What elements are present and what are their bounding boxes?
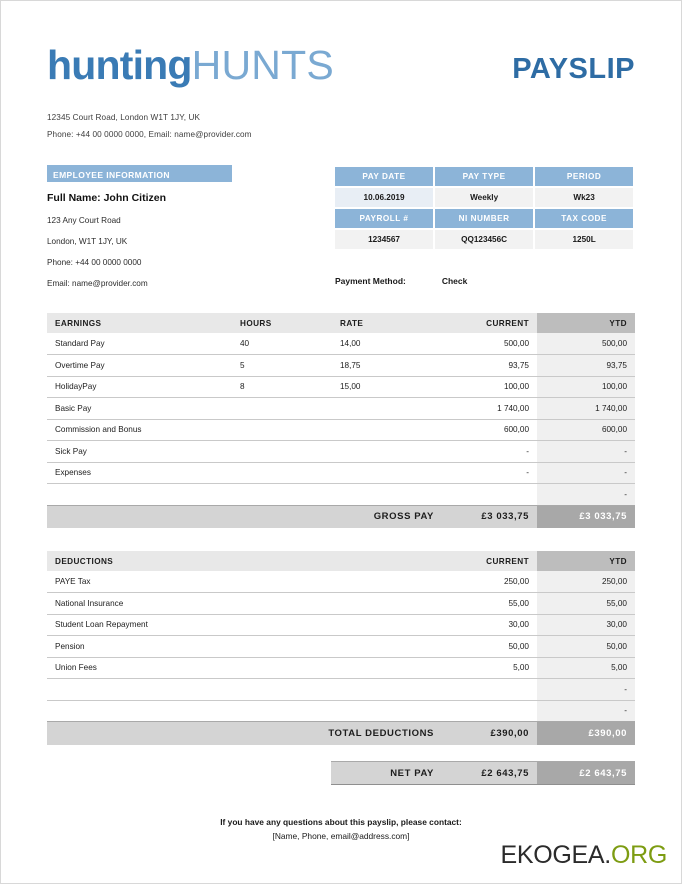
pay-summary-header-row-1 [335,167,633,186]
payroll-number-header: PAYROLL # [335,209,433,228]
gross-pay-row [47,505,635,528]
deduction-row-ytd: - [537,700,635,722]
earnings-col-rate: RATE [332,313,442,333]
earnings-row-ytd: - [537,462,635,484]
earnings-row-hours: 8 [232,376,332,398]
ni-number-value: QQ123456C [435,230,533,249]
deduction-row-ytd: 55,00 [537,593,635,615]
gross-pay-current: £3 033,75 [442,505,537,528]
deduction-row-name: Pension [47,636,442,658]
earnings-row-hours: 40 [232,333,332,355]
footer-contact-prompt: If you have any questions about this payslip, please contact: [220,817,462,827]
footer-contact-placeholder: [Name, Phone, email@address.com] [272,831,410,841]
table-row [47,441,635,463]
earnings-row-ytd: 93,75 [537,355,635,377]
ekogea-watermark [501,841,667,870]
deduction-row-current: 5,00 [442,657,537,679]
earnings-row-ytd: 1 740,00 [537,398,635,420]
company-contact: Phone: +44 00 0000 0000, Email: name@provider.com [47,130,252,139]
deduction-row-ytd: 50,00 [537,636,635,658]
earnings-row-rate: 15,00 [332,376,442,398]
earnings-row-hours [232,484,332,506]
deduction-row-current: 250,00 [442,571,537,593]
company-logo [47,42,334,88]
table-row [47,376,635,398]
company-address: 12345 Court Road, London W1T 1JY, UK [47,113,201,122]
pay-date-value: 10.06.2019 [335,188,433,207]
table-row [47,398,635,420]
table-row [47,593,635,615]
payment-method-value: Check [441,276,468,286]
earnings-row-current [442,484,537,506]
employee-address-line1: 123 Any Court Road [47,216,121,225]
earnings-row-hours [232,462,332,484]
employee-full-name: Full Name: John Citizen [47,192,167,204]
earnings-row-hours [232,398,332,420]
table-row-spacer [47,679,635,701]
earnings-row-name: Overtime Pay [47,355,232,377]
pay-summary-value-row-1 [335,188,633,207]
pay-type-header: PAY TYPE [435,167,533,186]
gross-pay-label: GROSS PAY [47,505,442,528]
document-header [47,41,635,141]
earnings-row-rate: 18,75 [332,355,442,377]
employee-address-line2: London, W1T 1JY, UK [47,237,128,246]
earnings-row-current: - [442,462,537,484]
earnings-row-current: 100,00 [442,376,537,398]
earnings-row-hours [232,419,332,441]
pay-summary-header-row-2 [335,209,633,228]
tax-code-value: 1250L [535,230,633,249]
table-row [47,657,635,679]
deduction-row-name: Student Loan Repayment [47,614,442,636]
tax-code-header: TAX CODE [535,209,633,228]
net-pay-values [331,762,635,785]
earnings-row-current: 500,00 [442,333,537,355]
total-deductions-row [47,722,635,745]
pay-summary-table [333,165,635,251]
table-row-spacer [47,700,635,722]
earnings-row-ytd: - [537,484,635,506]
total-deductions-label: TOTAL DEDUCTIONS [47,722,442,745]
deductions-col-ytd: YTD [537,551,635,571]
period-header: PERIOD [535,167,633,186]
earnings-row-rate [332,419,442,441]
table-row [47,333,635,355]
earnings-row-rate [332,484,442,506]
deduction-row-name [47,679,442,701]
payment-method-label: Payment Method: [335,276,406,286]
table-row [47,419,635,441]
earnings-row-name: Commission and Bonus [47,419,232,441]
employee-email: Email: name@provider.com [47,279,148,288]
deduction-row-name: National Insurance [47,593,442,615]
ni-number-header: NI NUMBER [435,209,533,228]
pay-type-value: Weekly [435,188,533,207]
earnings-row-ytd: 600,00 [537,419,635,441]
earnings-table [47,313,635,528]
earnings-row-current: - [442,441,537,463]
employee-information-block [47,165,232,288]
net-pay-ytd: £2 643,75 [537,762,635,785]
net-pay-current: £2 643,75 [442,762,537,785]
table-row [47,614,635,636]
employee-phone: Phone: +44 00 0000 0000 [47,258,142,267]
page-title: PAYSLIP [512,53,635,85]
document-footer [1,817,681,841]
payroll-number-value: 1234567 [335,230,433,249]
deduction-row-current [442,679,537,701]
net-pay-label: NET PAY [331,762,442,785]
table-row [47,636,635,658]
earnings-col-name: EARNINGS [47,313,232,333]
employee-information-header: EMPLOYEE INFORMATION [47,165,232,182]
earnings-row-name: Basic Pay [47,398,232,420]
earnings-col-hours: HOURS [232,313,332,333]
earnings-row-hours: 5 [232,355,332,377]
deductions-col-name: DEDUCTIONS [47,551,442,571]
pay-summary-value-row-2 [335,230,633,249]
deduction-row-name: Union Fees [47,657,442,679]
deduction-row-current: 30,00 [442,614,537,636]
earnings-row-current: 1 740,00 [442,398,537,420]
deduction-row-name: PAYE Tax [47,571,442,593]
deduction-row-name [47,700,442,722]
earnings-row-rate: 14,00 [332,333,442,355]
earnings-row-name: Sick Pay [47,441,232,463]
table-row [47,462,635,484]
table-row [47,571,635,593]
earnings-col-ytd: YTD [537,313,635,333]
deduction-row-current [442,700,537,722]
table-row-spacer [47,484,635,506]
payment-method [335,276,467,286]
deduction-row-ytd: 5,00 [537,657,635,679]
total-deductions-current: £390,00 [442,722,537,745]
earnings-row-ytd: 500,00 [537,333,635,355]
deduction-row-ytd: - [537,679,635,701]
earnings-row-rate [332,398,442,420]
net-pay-row [331,761,635,785]
earnings-row-hours [232,441,332,463]
deduction-row-ytd: 250,00 [537,571,635,593]
earnings-row-rate [332,462,442,484]
earnings-col-current: CURRENT [442,313,537,333]
deductions-header-row [47,551,635,571]
ekogea-watermark-name: EKOGEA. [500,841,611,869]
earnings-row-current: 600,00 [442,419,537,441]
deduction-row-current: 50,00 [442,636,537,658]
deduction-row-ytd: 30,00 [537,614,635,636]
earnings-row-name: HolidayPay [47,376,232,398]
earnings-row-name: Expenses [47,462,232,484]
deductions-table [47,551,635,745]
earnings-row-current: 93,75 [442,355,537,377]
earnings-row-ytd: 100,00 [537,376,635,398]
earnings-row-name: Standard Pay [47,333,232,355]
deductions-col-current: CURRENT [442,551,537,571]
earnings-header-row [47,313,635,333]
period-value: Wk23 [535,188,633,207]
gross-pay-ytd: £3 033,75 [537,505,635,528]
total-deductions-ytd: £390,00 [537,722,635,745]
earnings-row-name [47,484,232,506]
logo-text-primary: hunting [47,42,192,88]
pay-date-header: PAY DATE [335,167,433,186]
logo-text-secondary: HUNTS [191,42,334,88]
deduction-row-current: 55,00 [442,593,537,615]
table-row [47,355,635,377]
earnings-row-rate [332,441,442,463]
ekogea-watermark-tld: ORG [610,841,667,869]
earnings-row-ytd: - [537,441,635,463]
